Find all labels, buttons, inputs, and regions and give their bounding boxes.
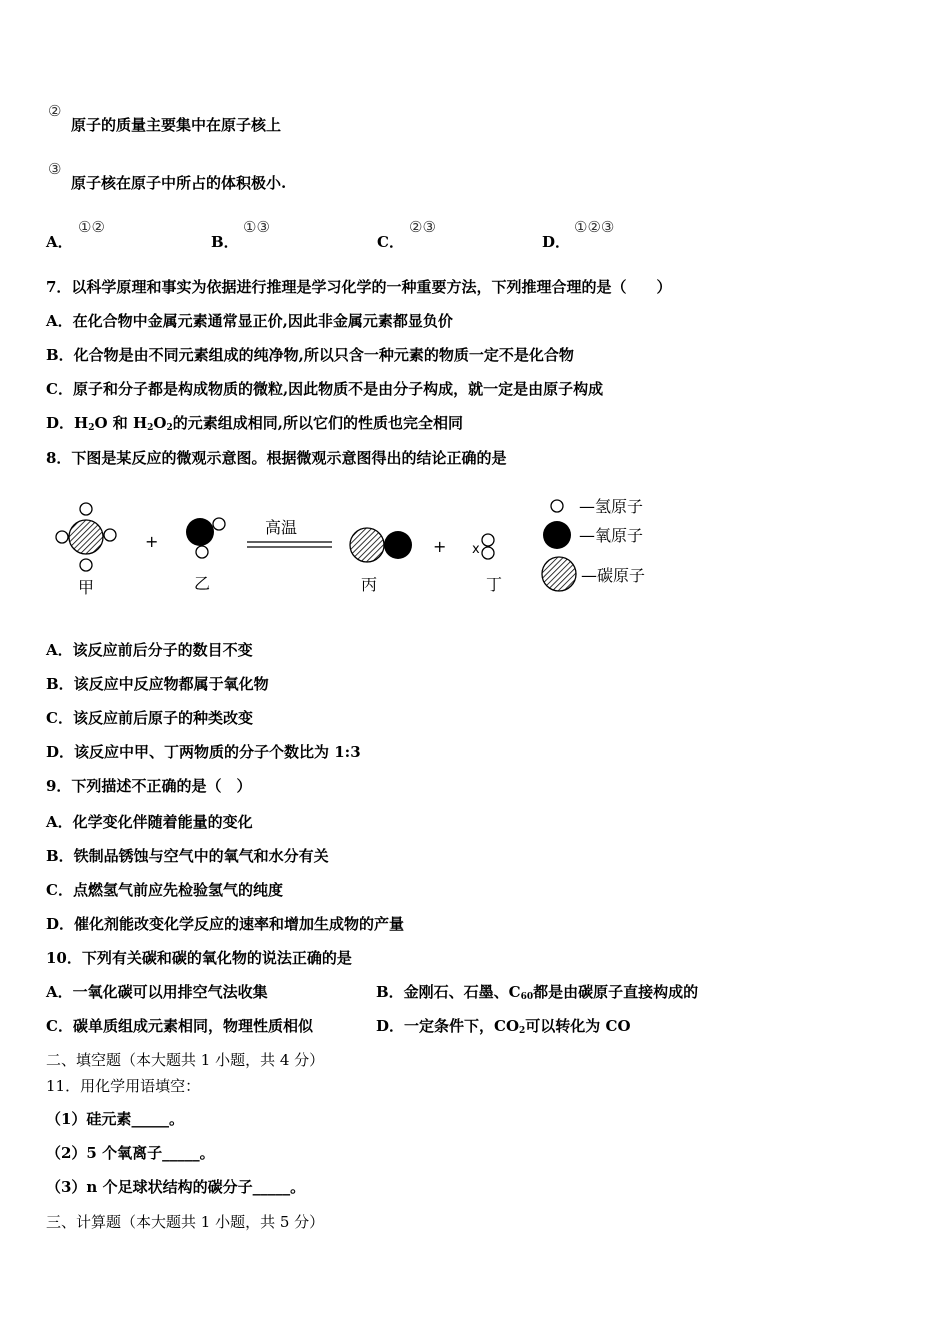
q11-part-2: （2）5 个氧离子_____。	[46, 1144, 215, 1162]
q10-option-b: B．金刚石、石墨、$C_{60}$都是由碳原子直接构成的	[376, 983, 699, 1002]
plus-sign-2: +	[433, 537, 447, 556]
oxygen-atom	[384, 531, 412, 559]
q8-stem: 8．下图是某反应的微观示意图。根据微观示意图得出的结论正确的是	[46, 449, 507, 467]
q8-option-c: C．该反应前后原子的种类改变	[46, 709, 253, 727]
legend-carbon-label: —碳原子	[581, 566, 646, 585]
q7-option-c: C．原子和分子都是构成物质的微粒,因此物质不是由分子构成，就一定是由原子构成	[46, 380, 604, 398]
plus-sign-1: +	[145, 532, 159, 551]
q11-part-1: （1）硅元素_____。	[46, 1110, 184, 1128]
q7-option-a: A．在化合物中金属元素通常显正价,因此非金属元素都显负价	[46, 312, 453, 330]
molecule-jia	[56, 503, 116, 571]
label-bing: 丙	[361, 575, 378, 594]
molecule-bing	[350, 528, 412, 562]
legend-oxygen-swatch	[543, 521, 571, 549]
q11-stem: 11．用化学用语填空：	[46, 1077, 201, 1095]
q8-option-d: D．该反应中甲、丁两物质的分子个数比为 1:3	[46, 743, 361, 761]
legend	[542, 497, 645, 591]
q6-option-b-value: ①③	[243, 218, 270, 236]
q9-option-c: C．点燃氢气前应先检验氢气的纯度	[46, 881, 283, 899]
q6-option-a-letter: A．	[46, 233, 73, 251]
q8-option-b: B．该反应中反应物都属于氧化物	[46, 675, 269, 693]
label-jia: 甲	[78, 578, 95, 597]
hydrogen-atom	[196, 546, 208, 558]
coefficient-x: x	[472, 542, 480, 557]
hydrogen-atom	[482, 534, 494, 546]
label-yi: 乙	[194, 574, 211, 593]
q9-stem: 9．下列描述不正确的是（ ）	[46, 777, 252, 795]
reaction-condition: 高温	[265, 518, 298, 537]
hydrogen-atom	[213, 518, 225, 530]
legend-oxygen-label: —氧原子	[579, 526, 644, 545]
legend-hydrogen-swatch	[551, 500, 563, 512]
q6-option-d-letter: D．	[542, 233, 571, 251]
hydrogen-atom	[482, 547, 494, 559]
q6-item-2-text: 原子的质量主要集中在原子核上	[71, 116, 282, 134]
q10-option-d: D．一定条件下，$CO_2$可以转化为 CO	[376, 1017, 631, 1036]
q9-option-a: A．化学变化伴随着能量的变化	[46, 813, 253, 831]
legend-hydrogen-label: —氢原子	[579, 497, 644, 516]
q7-option-d: D．$H_2O$ 和 $H_2O_2$的元素组成相同,所以它们的性质也完全相同	[46, 414, 463, 433]
q10-option-c: C．碳单质组成元素相同，物理性质相似	[46, 1017, 313, 1035]
oxygen-atom	[186, 518, 214, 546]
q7-stem: 7．以科学原理和事实为依据进行推理是学习化学的一种重要方法，下列推理合理的是（ ）	[46, 278, 672, 296]
q10-stem: 10．下列有关碳和碳的氧化物的说法正确的是	[46, 949, 352, 967]
q8-option-a: A．该反应前后分子的数目不变	[46, 641, 253, 659]
hydrogen-atom	[80, 503, 92, 515]
q6-option-a-value: ①②	[78, 218, 105, 236]
item-number-3: ③	[48, 160, 62, 178]
q7-option-b: B．化合物是由不同元素组成的纯净物,所以只含一种元素的物质一定不是化合物	[46, 346, 574, 364]
hydrogen-atom	[80, 559, 92, 571]
q6-option-c-value: ②③	[409, 218, 436, 236]
q6-option-c-letter: C．	[377, 233, 404, 251]
legend-carbon-swatch	[542, 557, 576, 591]
hydrogen-atom	[104, 529, 116, 541]
molecule-yi	[186, 518, 225, 558]
molecule-ding	[482, 534, 494, 559]
carbon-atom	[69, 520, 103, 554]
q9-option-d: D．催化剂能改变化学反应的速率和增加生成物的产量	[46, 915, 405, 933]
item-number-2: ②	[48, 102, 62, 120]
q10-option-a: A．一氧化碳可以用排空气法收集	[46, 983, 268, 1001]
section-2-heading: 二、填空题（本大题共 1 小题，共 4 分）	[46, 1051, 325, 1069]
reaction-diagram	[0, 490, 950, 605]
q6-option-d-value: ①②③	[574, 218, 615, 236]
label-ding: 丁	[486, 575, 503, 594]
q9-option-b: B．铁制品锈蚀与空气中的氧气和水分有关	[46, 847, 329, 865]
q6-item-3-text: 原子核在原子中所占的体积极小.	[71, 174, 287, 192]
hydrogen-atom	[56, 531, 68, 543]
q6-option-b-letter: B．	[211, 233, 239, 251]
q11-part-3: （3）n 个足球状结构的碳分子_____。	[46, 1178, 306, 1196]
carbon-atom	[350, 528, 384, 562]
section-3-heading: 三、计算题（本大题共 1 小题，共 5 分）	[46, 1213, 325, 1231]
